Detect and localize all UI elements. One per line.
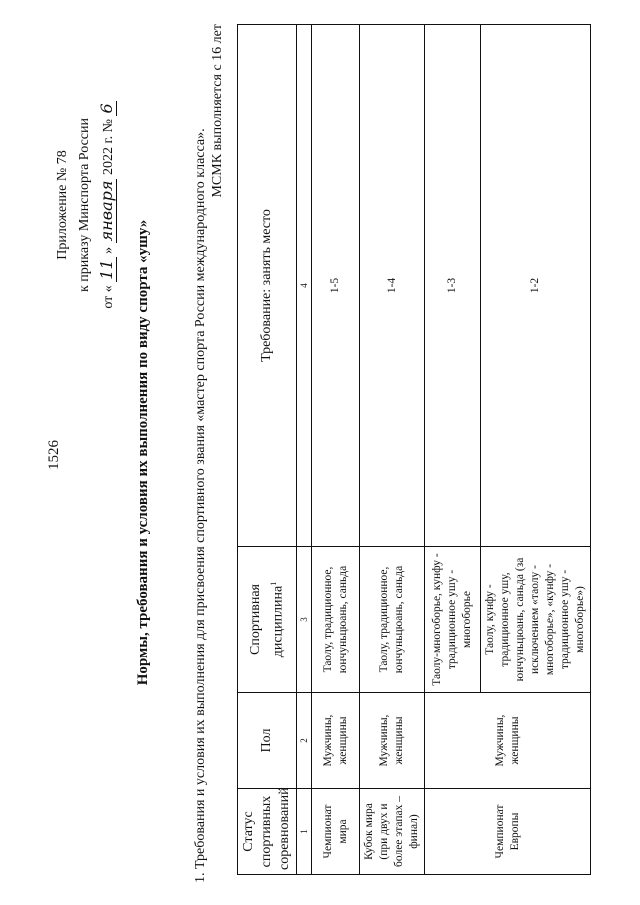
place-cell: 1-2 — [481, 25, 591, 547]
column-number-row — [297, 25, 312, 875]
column-number: 3 — [297, 547, 312, 693]
footnote-marker: 1 — [268, 581, 278, 586]
discipline-cell: Таолу, традиционное, юнчуньцюань, саньда — [360, 547, 425, 693]
status-cell: Чемпионат мира — [312, 789, 360, 875]
requirements-table — [237, 24, 591, 875]
header-requirement: Требование: занять место — [238, 25, 297, 547]
table-row — [425, 25, 481, 875]
place-cell: 1-4 — [360, 25, 425, 547]
discipline-cell: Таолу, традиционное, юнчуньцюань, саньда — [312, 547, 360, 693]
table-header-row — [238, 25, 297, 875]
appendix-title: Приложение № 78 — [55, 150, 70, 260]
header-discipline — [238, 547, 297, 693]
section-heading: 1. Требования и условия их выполнения для присвоения спортивного звания «мастер спорта России международного класса». — [193, 128, 208, 883]
date-month: января — [97, 180, 116, 242]
date-day: 11 — [97, 259, 116, 280]
discipline-cell: Таолу, кунфу - традиционное ушу, юнчуньцюань, саньда (за исключением «таолу - многоборье», «кунфу - традиционное ушу - многоборье») — [481, 547, 591, 693]
gender-cell: Мужчины, женщины — [312, 693, 360, 789]
date-year-suffix: г. № — [101, 119, 116, 144]
status-cell: Чемпионат Европы — [425, 789, 591, 875]
column-number: 1 — [297, 789, 312, 875]
discipline-cell: Таолу-многоборье, кунфу - традиционное ушу - многоборье — [425, 547, 481, 693]
place-cell: 1-5 — [312, 25, 360, 547]
date-year: 2022 — [101, 147, 116, 176]
header-gender: Пол — [238, 693, 297, 789]
appendix-header — [52, 35, 120, 375]
gender-cell: Мужчины, женщины — [425, 693, 591, 789]
gender-cell: Мужчины, женщины — [360, 693, 425, 789]
table-row — [360, 25, 425, 875]
header-discipline-label: Спортивная дисциплина — [247, 584, 286, 658]
order-number: 6 — [97, 103, 116, 114]
age-note: МСМК выполняется с 16 лет — [210, 24, 225, 198]
status-cell: Кубок мира (при двух и более этапах – финал) — [360, 789, 425, 875]
document-title: Нормы, требования и условия их выполнения по виду спорта «ушу» — [135, 219, 151, 686]
column-number: 4 — [297, 25, 312, 547]
header-status: Статус спортивных соревнований — [238, 789, 297, 875]
table-row — [312, 25, 360, 875]
date-prefix: от « — [101, 285, 116, 309]
page-number: 1526 — [46, 440, 62, 470]
date-mid: » — [101, 246, 116, 254]
appendix-date-line — [96, 35, 120, 375]
appendix-order-line: к приказу Минспорта России — [77, 118, 92, 292]
column-number: 2 — [297, 693, 312, 789]
place-cell: 1-3 — [425, 25, 481, 547]
